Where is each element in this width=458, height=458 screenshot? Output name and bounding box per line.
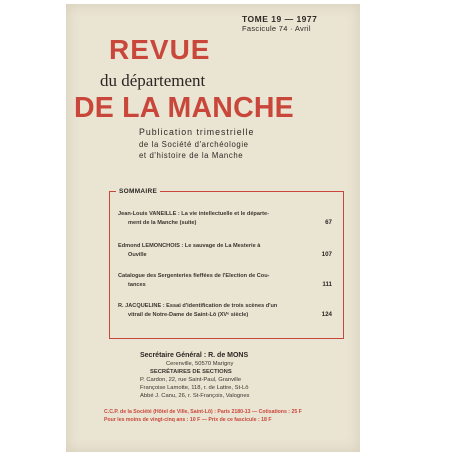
secretariat-block	[140, 352, 340, 400]
toc-entry-line-1: R. JACQUELINE : Essai d'identification de trois scènes d'un	[118, 303, 278, 309]
tome-line: TOME 19 — 1977	[242, 14, 318, 24]
toc-entry	[118, 210, 332, 227]
toc-entry	[118, 302, 332, 319]
toc-entry-page: 67	[325, 218, 332, 226]
toc-title: SOMMAIRE	[116, 186, 160, 197]
fascicule-line: Fascicule 74 · Avril	[242, 24, 311, 33]
secretary-general: Secrétaire Général : R. de MONS	[140, 352, 249, 359]
toc-entry	[118, 242, 332, 259]
toc-entry-line-2: vitrail de Notre-Dame de Saint-Lô (XVᵉ siècle)	[128, 311, 249, 318]
publication-line-2: de la Société d'archéologie	[139, 139, 249, 149]
publication-info	[139, 127, 254, 162]
footer-line-2: Pour les moins de vingt-cinq ans : 10 F — Prix de ce fascicule : 18 F	[104, 416, 272, 423]
title-du-departement: du département	[100, 71, 206, 90]
section-secretary-2: Françoise Lamotte, 118, r. de Lattre, St-Lô	[140, 385, 249, 391]
publication-line-3: et d'histoire de la Manche	[139, 151, 244, 160]
footer-line-1: C.C.P. de la Société (Hôtel de Ville, Saint-Lô) : Paris 2180-13 — Cotisations : 25 F	[104, 409, 302, 415]
toc-entry-line-1: Jean-Louis VANEILLE : La vie intellectuelle et le départe-	[118, 211, 269, 217]
section-secretaries-label: SECRÉTAIRES DE SECTIONS	[150, 369, 232, 375]
issue-info	[242, 14, 332, 34]
toc-entry-line-2: Ouville	[128, 251, 147, 258]
footer-info	[104, 409, 348, 424]
toc-entry-page: 107	[321, 250, 332, 258]
toc-entry-page: 111	[322, 280, 332, 288]
publication-line-1: Publication trimestrielle	[139, 127, 255, 137]
section-secretary-3: Abbé J. Canu, 26, r. St-François, Valognes	[140, 393, 250, 399]
title-revue: REVUE	[109, 34, 211, 65]
toc-entry-line-1: Catalogue des Sergenteries fieffées de l'Election de Cou-	[118, 273, 270, 279]
secretary-general-address: Cerenville, 50570 Marigny	[166, 361, 234, 367]
toc-entry-line-2: ment de la Manche (suite)	[128, 219, 197, 226]
toc-entry-line-2: tances	[128, 281, 146, 288]
section-secretary-1: P. Cardon, 22, rue Saint-Paul, Granville	[140, 377, 242, 383]
table-of-contents	[109, 188, 344, 339]
title-de-la-manche: DE LA MANCHE	[74, 92, 294, 124]
toc-entry-page: 124	[321, 310, 332, 318]
toc-entry-line-1: Edmond LEMONCHOIS : Le sauvage de La Mesterie à	[118, 243, 261, 249]
toc-entry	[118, 272, 332, 289]
